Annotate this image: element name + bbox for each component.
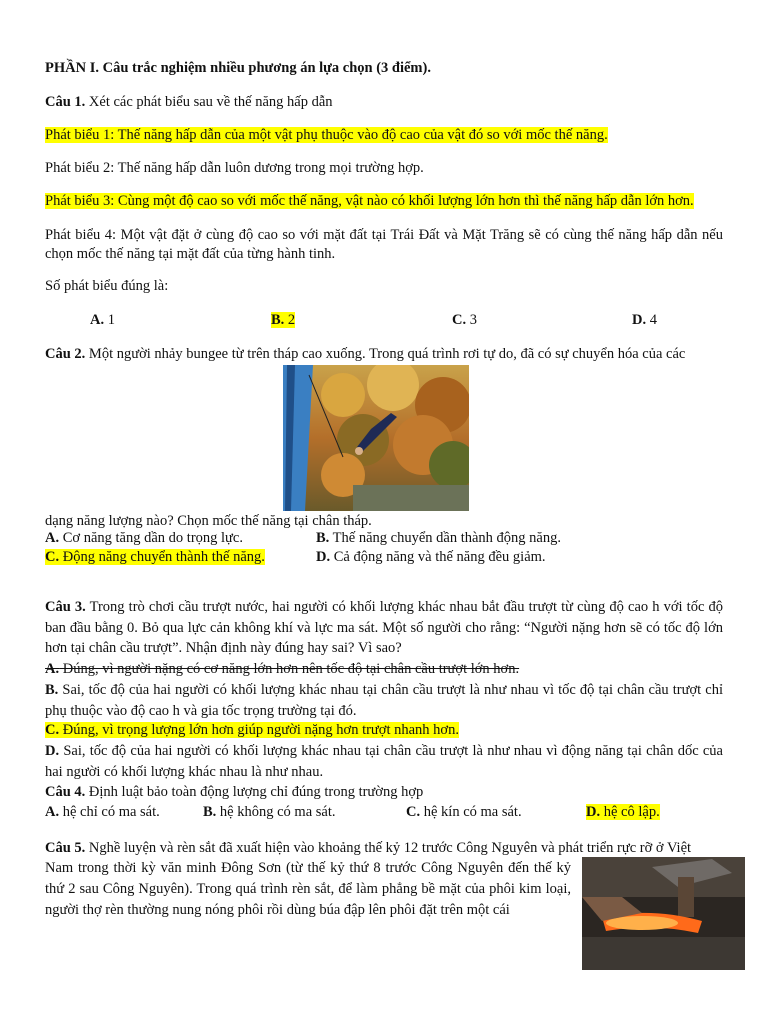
q3-option-b: B. Sai, tốc độ của hai người có khối lượng khác nhau tại chân cầu trượt là như nhau vì tốc độ tại chân cầu trượt chỉ phụ thuộc vào độ cao h và gia tốc trọng trường tại đó. xyxy=(45,682,723,719)
q1-prompt: Số phát biểu đúng là: xyxy=(45,278,169,294)
q1-option-c: C. 3 xyxy=(452,312,477,328)
q4-option-c: C. hệ kín có ma sát. xyxy=(406,804,522,820)
q2-option-c: C. Động năng chuyển thành thế năng. xyxy=(45,549,265,565)
bungee-jump-photo xyxy=(283,365,469,511)
q2-option-b: B. Thế năng chuyển dần thành động năng. xyxy=(316,530,561,546)
q3-option-c: C. Đúng, vì trọng lượng lớn hơn giúp người nặng hơn trượt nhanh hơn. xyxy=(45,722,459,738)
q1-option-a: A. 1 xyxy=(90,312,115,328)
q4-option-a: A. hệ chỉ có ma sát. xyxy=(45,804,160,820)
q1-option-d: D. 4 xyxy=(632,312,657,328)
q2-option-a: A. Cơ năng tăng dần do trọng lực. xyxy=(45,530,243,546)
q4-stem: Câu 4. Định luật bảo toàn động lượng chỉ đúng trong trường hợp xyxy=(45,784,424,800)
q3-stem: Câu 3. Trong trò chơi cầu trượt nước, hai người có khối lượng khác nhau bắt đầu trượt từ cùng độ cao h với tốc độ ban đầu bằng 0. Bỏ qua lực cản không khí và lực ma sát. Một số người cho rằng: “Người nặng hơn sẽ có tốc độ lớn hơn tại chân cầu trượt”. Nhận định này đúng hay sai? Vì sao? xyxy=(45,599,723,656)
q5-stem: Câu 5. Nghề luyện và rèn sắt đã xuất hiện vào khoảng thế kỷ 12 trước Công Nguyên và phát triển rực rỡ ở Việt xyxy=(45,840,692,856)
q4-option-d: D. hệ cô lập. xyxy=(586,804,660,820)
q2-stem-continued: dạng năng lượng nào? Chọn mốc thế năng tại chân tháp. xyxy=(45,513,372,529)
q1-stem: Câu 1. Xét các phát biểu sau về thế năng hấp dẫn xyxy=(45,94,333,110)
q2-option-d: D. Cả động năng và thế năng đều giảm. xyxy=(316,549,546,565)
q2-stem: Câu 2. Một người nhảy bungee từ trên tháp cao xuống. Trong quá trình rơi tự do, đã có sự chuyển hóa của các xyxy=(45,346,686,362)
blacksmith-forging-photo xyxy=(582,857,745,970)
q4-option-b: B. hệ không có ma sát. xyxy=(203,804,336,820)
q1-option-b: B. 2 xyxy=(271,312,296,328)
section-title: PHẦN I. Câu trắc nghiệm nhiều phương án lựa chọn (3 điểm). xyxy=(45,60,431,76)
q1-statement-1: Phát biểu 1: Thế năng hấp dẫn của một vật phụ thuộc vào độ cao của vật đó so với mốc thế năng. xyxy=(45,127,608,143)
q1-statement-3: Phát biểu 3: Cùng một độ cao so với mốc thế năng, vật nào có khối lượng lớn hơn thì thế năng hấp dẫn lớn hơn. xyxy=(45,193,694,209)
q5-stem-continued: Nam trong thời kỳ văn minh Đông Sơn (từ thế kỷ thứ 8 trước Công Nguyên đến thế kỷ thứ 2 sau Công Nguyên). Trong quá trình rèn sắt, để làm phẳng bề mặt của phôi kim loại, người thợ rèn thường nung nóng phôi rồi dùng búa đập lên phôi đặt trên một cái xyxy=(45,860,571,918)
q3-option-a: A. Đúng, vì người nặng có cơ năng lớn hơn nên tốc độ tại chân cầu trượt lớn hơn. xyxy=(45,661,520,677)
q3-option-d: D. Sai, tốc độ của hai người có khối lượng khác nhau tại chân cầu trượt là như nhau vì động năng tại chân dốc của hai người có khối lượng khác nhau là như nhau. xyxy=(45,743,723,780)
q1-statement-2: Phát biểu 2: Thế năng hấp dẫn luôn dương trong mọi trường hợp. xyxy=(45,160,424,176)
q1-statement-4: Phát biểu 4: Một vật đặt ở cùng độ cao so với mặt đất tại Trái Đất và Mặt Trăng sẽ có cùng thế năng hấp dẫn nếu chọn mốc thế năng tại mặt đất của từng hành tinh. xyxy=(45,227,723,262)
